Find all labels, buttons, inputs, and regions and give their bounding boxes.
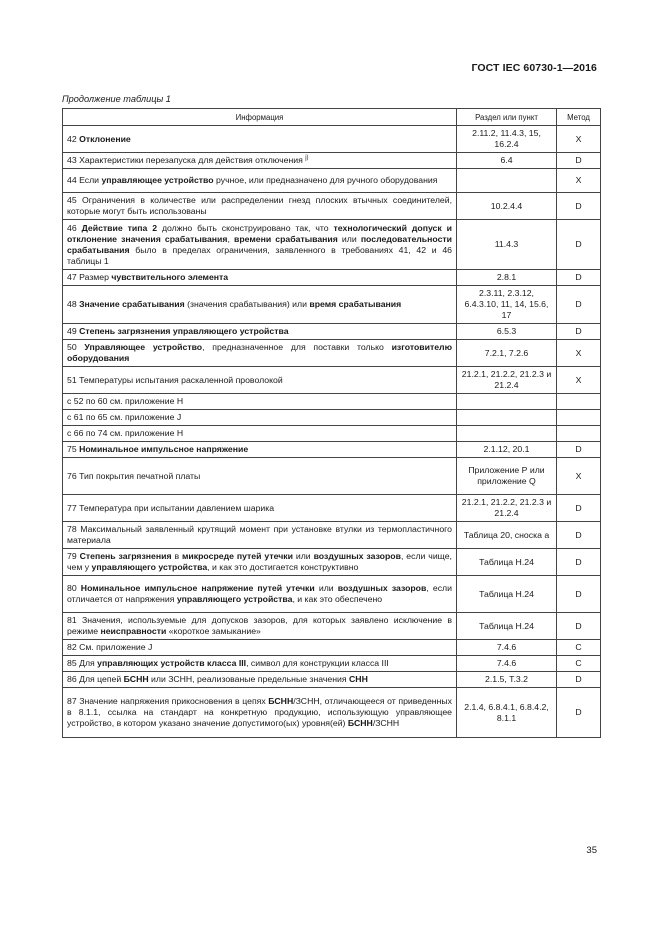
row-information: [63, 410, 457, 426]
text-segment: в: [171, 551, 182, 561]
row-information: [63, 153, 457, 169]
row-information: [63, 442, 457, 458]
text-segment: 76 Тип покрытия печатной платы: [67, 470, 201, 481]
row-method: D: [557, 270, 601, 286]
row-method: D: [557, 220, 601, 270]
text-segment: или: [337, 233, 361, 244]
row-method: X: [557, 169, 601, 193]
text-segment: ,: [227, 233, 234, 244]
text-segment: было в пределах ограничения, заявленного в требованиях 41, 42 и 46 таблицы 1: [67, 244, 452, 266]
text-segment: с 66 по 74 см. приложение Н: [67, 428, 184, 438]
row-information: [63, 169, 457, 193]
table-row: [63, 426, 601, 442]
text-segment: /ЗСНН, отличающееся от приведенных в 8.1.1, ссылка на стандарт на конкретную продукцию, использующую управляющее устройство, в котором указано значение допустимого(ых) уровня(ей): [67, 696, 452, 728]
table-continuation-caption: Продолжение таблицы 1: [62, 94, 171, 104]
row-information: [63, 549, 457, 576]
bold-term: управляющего устройства: [176, 594, 293, 604]
row-section: 11.4.3: [457, 220, 557, 270]
table-row: [63, 640, 601, 656]
text-segment: , если чище, чем у: [67, 551, 452, 572]
bold-term: БСНН: [347, 718, 373, 728]
bold-term: Номинальное импульсное напряжение путей утечки: [80, 583, 315, 593]
bold-term: Степень загрязнения управляющего устройства: [79, 326, 289, 336]
text-segment: 49: [67, 326, 80, 336]
row-section: Приложение Р или приложение Q: [457, 458, 557, 495]
row-information: [63, 522, 457, 549]
row-method: D: [557, 495, 601, 522]
bold-term: изготовителю оборудования: [67, 342, 452, 363]
table-row: [63, 672, 601, 688]
row-information: [63, 126, 457, 153]
row-method: X: [557, 458, 601, 495]
bold-term: Степень загрязнения: [79, 551, 172, 561]
standard-designation: ГОСТ IEC 60730-1—2016: [471, 62, 597, 74]
bold-term: Номинальное импульсное напряжение: [79, 444, 249, 454]
footnote-marker: j): [305, 155, 309, 162]
row-method: D: [557, 286, 601, 324]
table-row: [63, 495, 601, 522]
row-section: 2.3.11, 2.3.12, 6.4.3.10, 11, 14, 15.6, 17: [457, 286, 557, 324]
table-row: [63, 522, 601, 549]
row-section: 10.2.4.4: [457, 193, 557, 220]
column-header-section: Раздел или пункт: [457, 109, 557, 126]
row-information: [63, 426, 457, 442]
table-row: [63, 126, 601, 153]
text-segment: 51 Температуры испытания раскаленной проволокой: [67, 374, 283, 385]
table-row: [63, 613, 601, 640]
bold-term: управляющее устройство: [101, 175, 214, 185]
text-segment: (значения срабатывания) или: [184, 299, 310, 309]
text-segment: должно быть сконструировано так, что: [157, 222, 334, 233]
row-section: 7.2.1, 7.2.6: [457, 340, 557, 367]
text-segment: 75: [67, 444, 80, 454]
table-body: [63, 126, 601, 738]
row-information: [63, 576, 457, 613]
text-segment: 45 Ограничения в количестве или распределении гнезд плоских втычных соединителей, которые могут быть использованы: [67, 195, 452, 216]
table-row: [63, 153, 601, 169]
row-section: [457, 426, 557, 442]
row-method: X: [557, 340, 601, 367]
row-method: [557, 426, 601, 442]
row-method: D: [557, 672, 601, 688]
text-segment: или: [314, 583, 338, 593]
text-segment: 77 Температура при испытании давлением шарика: [67, 502, 275, 513]
bold-term: неисправности: [100, 626, 167, 636]
text-segment: , и как это достигается конструктивно: [207, 562, 359, 572]
row-method: X: [557, 367, 601, 394]
table-row: [63, 270, 601, 286]
table-row: [63, 458, 601, 495]
row-method: X: [557, 126, 601, 153]
row-section: 7.4.6: [457, 656, 557, 672]
table-row: [63, 286, 601, 324]
text-segment: с 52 по 60 см. приложение Н: [67, 396, 184, 406]
row-information: [63, 613, 457, 640]
row-information: [63, 394, 457, 410]
table-row: [63, 549, 601, 576]
text-segment: 87 Значение напряжения прикосновения в цепях: [67, 696, 269, 706]
row-information: [63, 270, 457, 286]
bold-term: Действие типа 2: [81, 222, 158, 233]
bold-term: микросреде путей утечки: [182, 551, 293, 561]
row-information: [63, 220, 457, 270]
row-section: 2.8.1: [457, 270, 557, 286]
page-number: 35: [586, 845, 597, 856]
text-segment: , предназначенное для поставки только: [202, 342, 392, 352]
row-section: [457, 394, 557, 410]
bold-term: времени срабатывания: [233, 233, 338, 244]
bold-term: Отклонение: [79, 133, 131, 144]
text-segment: , символ для конструкции класса III: [246, 658, 389, 668]
row-method: [557, 394, 601, 410]
requirements-table: [62, 108, 601, 738]
row-information: [63, 495, 457, 522]
table-row: [63, 324, 601, 340]
row-section: Таблица Н.24: [457, 576, 557, 613]
text-segment: 47 Размер: [67, 272, 112, 282]
table-header-row: [63, 109, 601, 126]
bold-term: время срабатывания: [309, 299, 402, 309]
row-section: 21.2.1, 21.2.2, 21.2.3 и 21.2.4: [457, 367, 557, 394]
row-information: [63, 672, 457, 688]
bold-term: воздушных зазоров: [337, 583, 427, 593]
text-segment: 82 См. приложение J: [67, 642, 153, 652]
text-segment: или: [292, 551, 314, 561]
text-segment: , и как это обеспечено: [292, 594, 383, 604]
row-information: [63, 193, 457, 220]
row-method: D: [557, 522, 601, 549]
row-method: D: [557, 688, 601, 738]
row-section: 6.4: [457, 153, 557, 169]
row-information: [63, 340, 457, 367]
bold-term: последовательности срабатывания: [67, 233, 453, 255]
row-method: D: [557, 549, 601, 576]
bold-term: БСНН: [123, 674, 149, 684]
table-row: [63, 169, 601, 193]
text-segment: 50: [67, 342, 85, 352]
text-segment: 42: [67, 133, 80, 144]
text-segment: 78 Максимальный заявленный крутящий момент при установке втулки из термопластичного материала: [67, 524, 452, 545]
row-information: [63, 640, 457, 656]
row-method: D: [557, 613, 601, 640]
row-section: 2.11.2, 11.4.3, 15, 16.2.4: [457, 126, 557, 153]
bold-term: управляющих устройств класса III: [97, 658, 247, 668]
bold-term: воздушных зазоров: [313, 551, 401, 561]
table-row: [63, 576, 601, 613]
table-row: [63, 220, 601, 270]
text-segment: ручное, или предназначено для ручного оборудования: [213, 175, 438, 185]
text-segment: 85 Для: [67, 658, 98, 668]
bold-term: СНН: [349, 674, 368, 684]
row-section: Таблица Н.24: [457, 613, 557, 640]
row-section: 2.1.4, 6.8.4.1, 6.8.4.2, 8.1.1: [457, 688, 557, 738]
text-segment: /ЗСНН: [372, 718, 400, 728]
text-segment: 81 Значения, используемые для допусков зазоров, для которых заявлено исключение в режиме: [67, 615, 452, 636]
row-section: Таблица Н.24: [457, 549, 557, 576]
row-method: D: [557, 442, 601, 458]
row-section: [457, 410, 557, 426]
row-section: 21.2.1, 21.2.2, 21.2.3 и 21.2.4: [457, 495, 557, 522]
column-header-info: Информация: [63, 109, 457, 126]
column-header-method: Метод: [557, 109, 601, 126]
table-row: [63, 193, 601, 220]
text-segment: 44 Если: [67, 175, 102, 185]
text-segment: 48: [67, 299, 80, 309]
row-method: D: [557, 324, 601, 340]
row-section: 7.4.6: [457, 640, 557, 656]
table-row: [63, 410, 601, 426]
bold-term: Значение срабатывания: [79, 299, 185, 309]
table-row: [63, 367, 601, 394]
row-method: D: [557, 576, 601, 613]
table-row: [63, 340, 601, 367]
row-method: D: [557, 153, 601, 169]
text-segment: 43 Характеристики перезапуска для действия отключения: [67, 155, 306, 165]
row-section: 6.5.3: [457, 324, 557, 340]
table-row: [63, 394, 601, 410]
row-section: [457, 169, 557, 193]
text-segment: 79: [67, 551, 80, 561]
text-segment: 46: [67, 222, 82, 233]
row-section: 2.1.12, 20.1: [457, 442, 557, 458]
text-segment: «короткое замыкание»: [166, 626, 261, 636]
row-information: [63, 367, 457, 394]
row-method: D: [557, 193, 601, 220]
table-row: [63, 442, 601, 458]
row-section: Таблица 20, сноска а: [457, 522, 557, 549]
row-information: [63, 324, 457, 340]
row-information: [63, 688, 457, 738]
bold-term: БСНН: [268, 696, 294, 706]
text-segment: или ЗСНН, реализованые предельные значения: [148, 674, 350, 684]
bold-term: чувствительного элемента: [111, 272, 229, 282]
text-segment: 80: [67, 583, 81, 593]
table-row: [63, 656, 601, 672]
row-method: C: [557, 640, 601, 656]
row-method: C: [557, 656, 601, 672]
bold-term: управляющего устройства: [91, 562, 208, 572]
bold-term: Управляющее устройство: [84, 342, 203, 352]
bold-term: технологический допуск и отклонение значения срабатывания: [67, 222, 453, 244]
row-information: [63, 286, 457, 324]
table-row: [63, 688, 601, 738]
text-segment: с 61 по 65 см. приложение J: [67, 412, 182, 422]
row-section: 2.1.5, Т.3.2: [457, 672, 557, 688]
row-method: [557, 410, 601, 426]
row-information: [63, 656, 457, 672]
row-information: [63, 458, 457, 495]
text-segment: 86 Для цепей: [67, 674, 124, 684]
text-segment: , если отличается от напряжения: [67, 583, 452, 604]
